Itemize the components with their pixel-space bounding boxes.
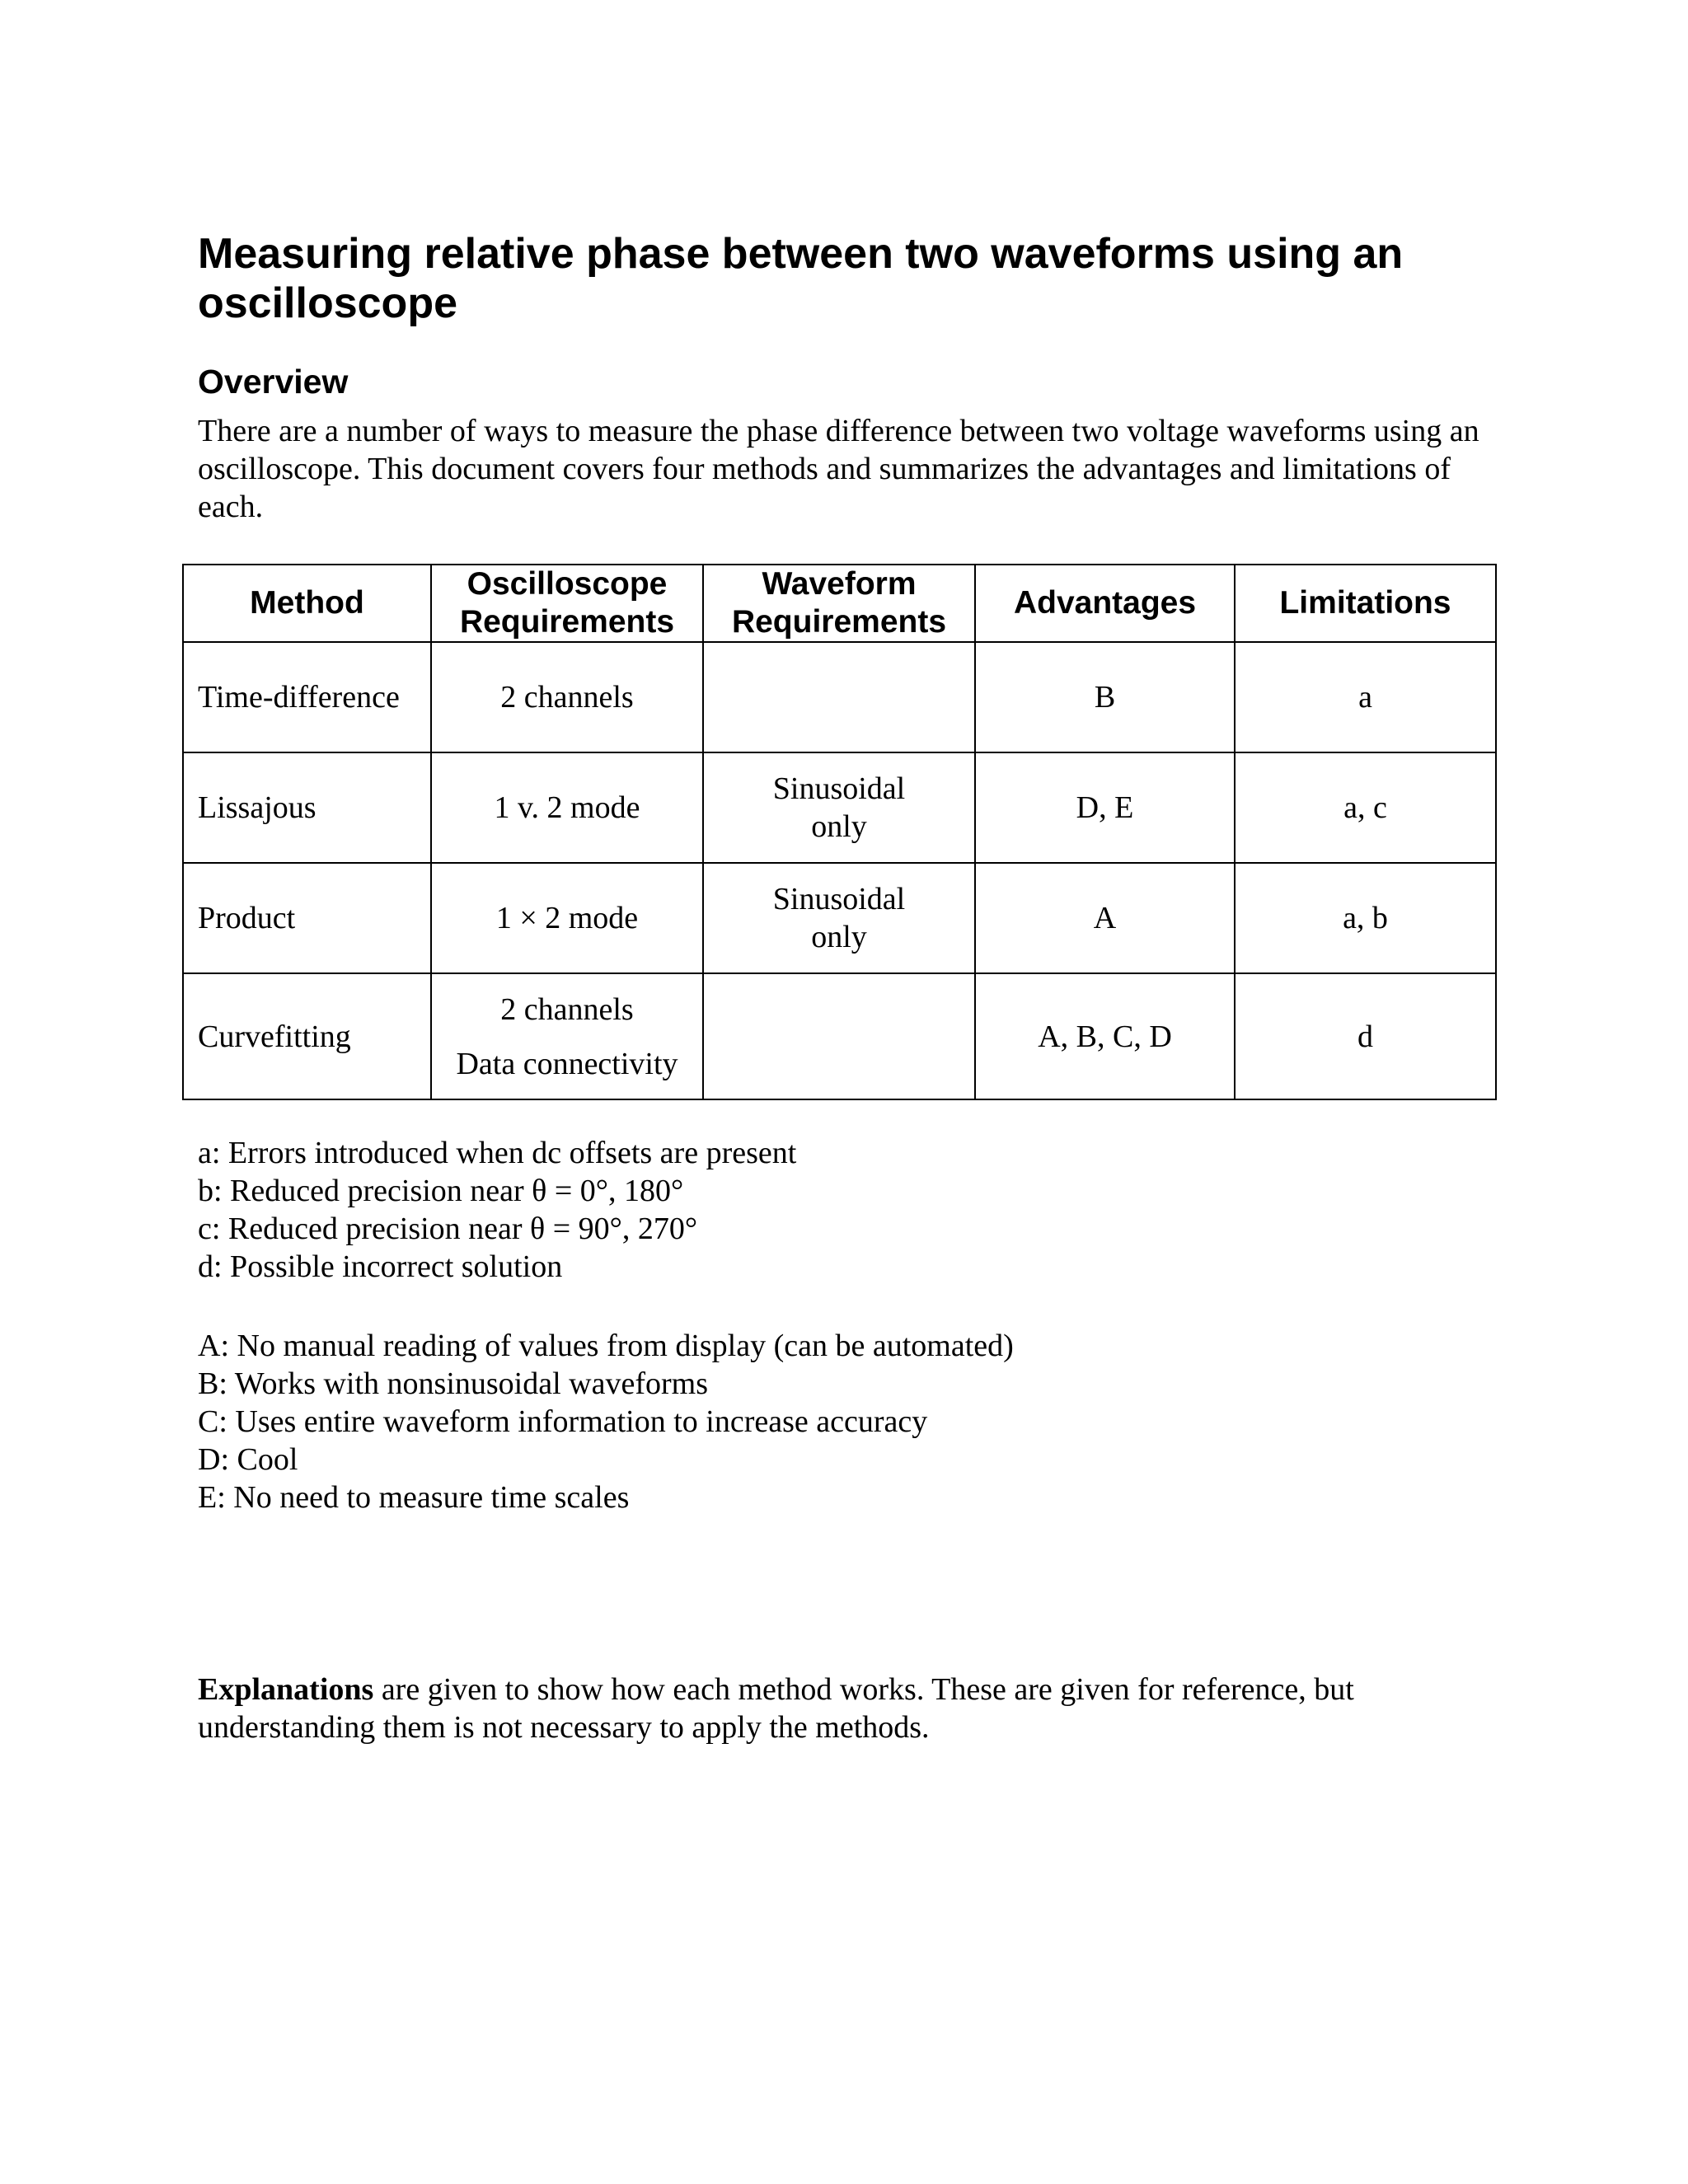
- waveform-requirements-text: Sinusoidal only: [772, 771, 906, 844]
- limitations-cell: d: [1235, 973, 1496, 1099]
- explanations-bold-lead: Explanations: [198, 1672, 374, 1707]
- oscilloscope-requirements-cell: [431, 973, 703, 1099]
- table-row: [183, 752, 1496, 863]
- oscilloscope-requirements-cell: 1 v. 2 mode: [431, 752, 703, 863]
- method-cell: Product: [183, 863, 431, 973]
- limitation-key-item: c: Reduced precision near θ = 90°, 270°: [198, 1212, 698, 1246]
- limitation-key-item: d: Possible incorrect solution: [198, 1249, 563, 1284]
- method-cell: Curvefitting: [183, 973, 431, 1099]
- oscilloscope-requirement-line: 2 channels: [500, 991, 634, 1027]
- limitations-cell: a, c: [1235, 752, 1496, 863]
- waveform-requirements-cell: [703, 642, 975, 752]
- waveform-requirements-cell: [703, 863, 975, 973]
- advantages-cell: D, E: [975, 752, 1235, 863]
- explanations-text: are given to show how each method works. These are given for reference, but understanding them is not necessary to apply the methods.: [198, 1672, 1354, 1745]
- methods-comparison-table: [182, 564, 1497, 1100]
- advantage-key-item: D: Cool: [198, 1442, 298, 1477]
- method-cell: Time-difference: [183, 642, 431, 752]
- header-waveform-requirements: Waveform Requirements: [703, 565, 975, 642]
- advantages-cell: A, B, C, D: [975, 973, 1235, 1099]
- table-row: [183, 973, 1496, 1099]
- advantage-key-item: E: No need to measure time scales: [198, 1480, 630, 1515]
- advantage-key-item: A: No manual reading of values from display (can be automated): [198, 1329, 1014, 1363]
- advantages-key: [198, 1327, 1517, 1516]
- advantages-cell: A: [975, 863, 1235, 973]
- header-oscilloscope-requirements: Oscilloscope Requirements: [431, 565, 703, 642]
- method-cell: Lissajous: [183, 752, 431, 863]
- advantage-key-item: B: Works with nonsinusoidal waveforms: [198, 1366, 708, 1401]
- oscilloscope-requirement-line: Data connectivity: [456, 1046, 678, 1081]
- header-advantages: Advantages: [975, 565, 1235, 642]
- table-header-row: [183, 565, 1496, 642]
- limitations-cell: a, b: [1235, 863, 1496, 973]
- waveform-requirements-cell: [703, 973, 975, 1099]
- limitation-key-item: a: Errors introduced when dc offsets are present: [198, 1136, 797, 1170]
- table-row: [183, 642, 1496, 752]
- limitations-key: [198, 1134, 1517, 1286]
- table-row: [183, 863, 1496, 973]
- advantage-key-item: C: Uses entire waveform information to increase accuracy: [198, 1404, 928, 1439]
- waveform-requirements-cell: [703, 752, 975, 863]
- oscilloscope-requirements-cell: 1 × 2 mode: [431, 863, 703, 973]
- explanations-paragraph: [198, 1671, 1517, 1746]
- limitation-key-item: b: Reduced precision near θ = 0°, 180°: [198, 1174, 684, 1208]
- document-title: Measuring relative phase between two waveforms using an oscilloscope: [198, 230, 1404, 327]
- overview-paragraph: There are a number of ways to measure the phase difference between two voltage waveforms using an oscilloscope. This document covers four methods and summarizes the advantages and limitations of each.: [198, 414, 1479, 524]
- oscilloscope-requirements-cell: 2 channels: [431, 642, 703, 752]
- advantages-cell: B: [975, 642, 1235, 752]
- header-method: Method: [183, 565, 431, 642]
- limitations-cell: a: [1235, 642, 1496, 752]
- waveform-requirements-text: Sinusoidal only: [772, 882, 906, 954]
- overview-heading: Overview: [198, 363, 349, 401]
- header-limitations: Limitations: [1235, 565, 1496, 642]
